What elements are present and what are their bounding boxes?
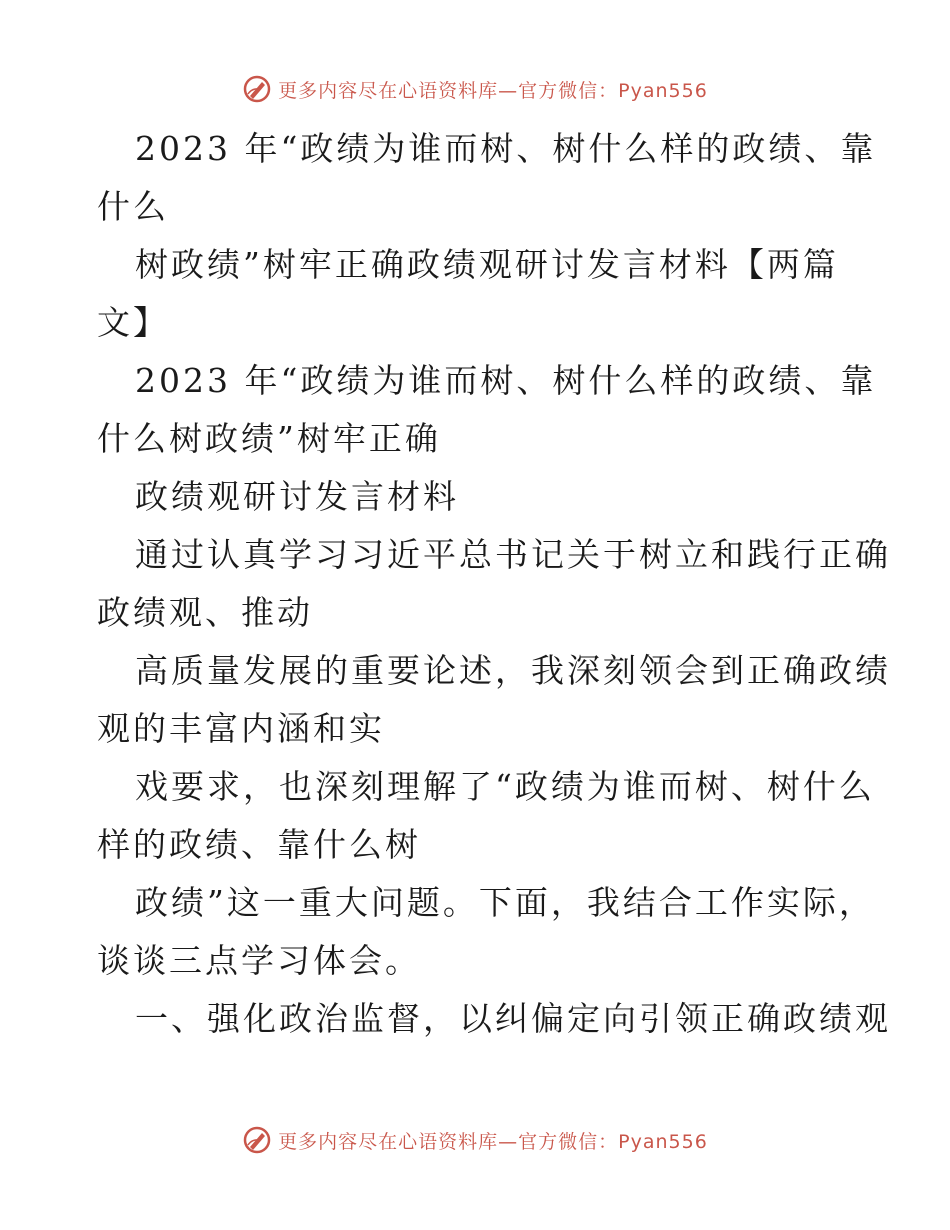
- text-line: 文】: [97, 303, 169, 342]
- text-line: 政绩观研讨发言材料: [135, 477, 459, 516]
- text-line: 什么: [97, 187, 169, 226]
- footer-watermark: [0, 1125, 950, 1155]
- text-line: 树政绩”树牢正确政绩观研讨发言材料【两篇: [135, 245, 839, 284]
- pen-logo-icon: [242, 74, 272, 104]
- text-line: 什么树政绩”树牢正确: [97, 419, 441, 458]
- text-line: 高质量发展的重要论述，我深刻领会到正确政绩: [135, 651, 891, 690]
- text-line: 观的丰富内涵和实: [97, 709, 385, 748]
- text-line: 2023 年“政绩为谁而树、树什么样的政绩、靠: [135, 129, 877, 168]
- watermark-text: 更多内容尽在心语资料库—官方微信：Pyan556: [278, 1130, 708, 1153]
- text-line: 2023 年“政绩为谁而树、树什么样的政绩、靠: [135, 361, 877, 400]
- text-line: 政绩”这一重大问题。下面，我结合工作实际，: [135, 883, 875, 922]
- watermark-text: 更多内容尽在心语资料库—官方微信：Pyan556: [278, 79, 708, 102]
- text-line: 政绩观、推动: [97, 593, 313, 632]
- document-body: [97, 120, 891, 1048]
- header-watermark: [0, 74, 950, 104]
- text-line: 一、强化政治监督，以纠偏定向引领正确政绩观: [135, 999, 891, 1038]
- text-line: 戏要求，也深刻理解了“政绩为谁而树、树什么: [135, 767, 875, 806]
- pen-logo-icon: [242, 1125, 272, 1155]
- text-line: 谈谈三点学习体会。: [97, 941, 421, 980]
- text-line: 样的政绩、靠什么树: [97, 825, 421, 864]
- text-line: 通过认真学习习近平总书记关于树立和践行正确: [135, 535, 891, 574]
